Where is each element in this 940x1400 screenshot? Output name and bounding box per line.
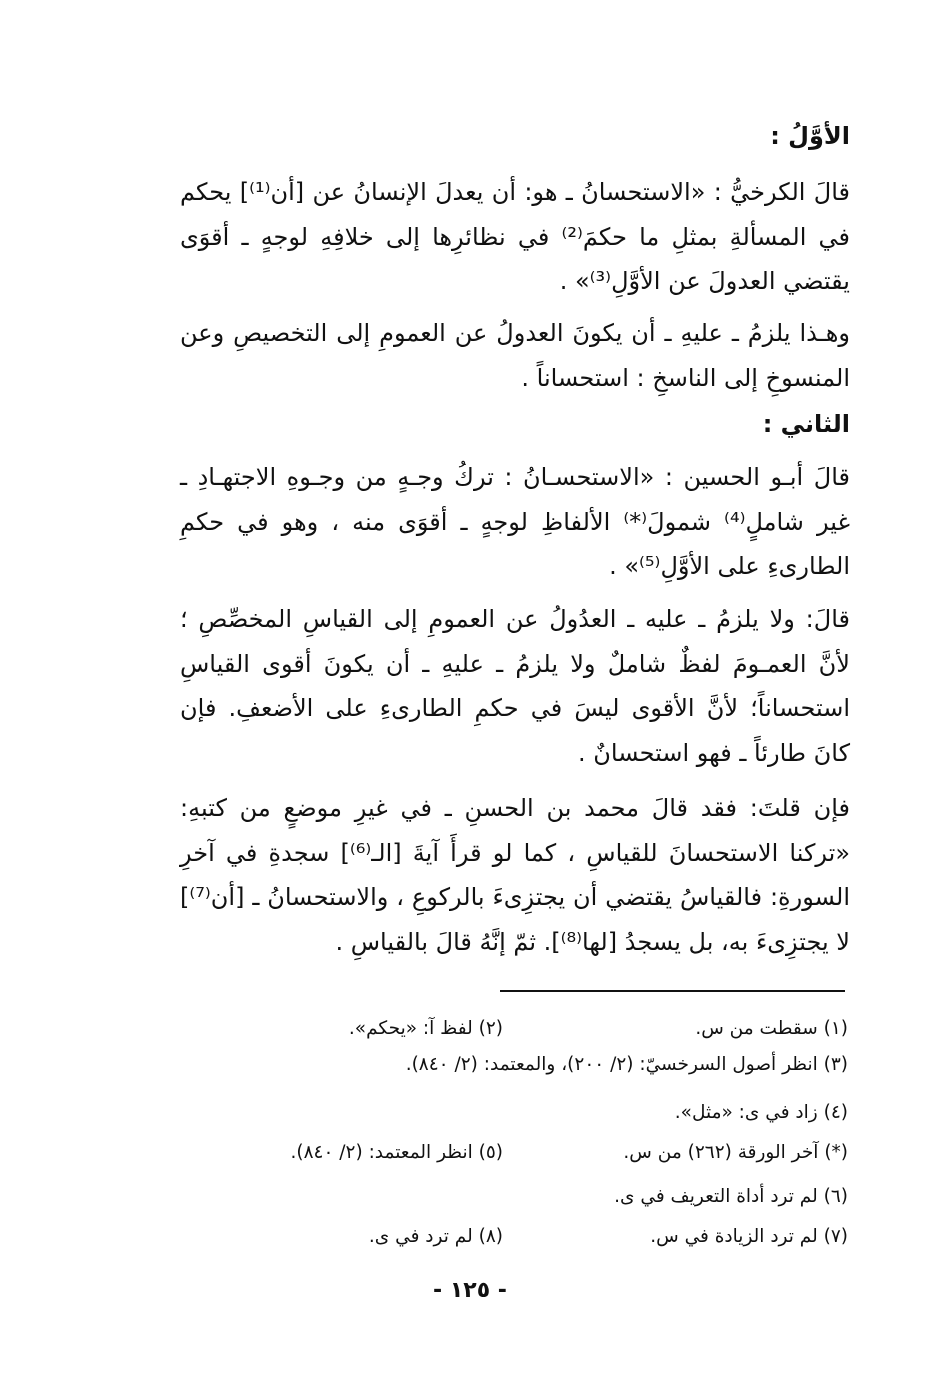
footnote-5: (٥) انظر المعتمد: (٢/ ٨٤٠). [290, 1142, 503, 1163]
footnote-row [180, 1012, 848, 1046]
footnote-row [180, 1048, 848, 1082]
footnote-1: (١) سقطت من س. [695, 1018, 848, 1039]
paragraph-karkhi-definition: قالَ الكرخيُّ : «الاستحسانُ ـ هو: أن يعدلَ الإنسانُ عن [أن⁽¹⁾] يحكم في المسألةِ بمثلِ ما حكمَ⁽²⁾ في نظائرِها إلى خلافِهِ لوجهٍ ـ أقوَى يقتضي العدولَ عن الأوَّلِ⁽³⁾» . [180, 178, 851, 295]
footnote-star: (*) آخر الورقة (٢٦٢) من س. [623, 1142, 848, 1163]
paragraph-objection-first: وهـذا يلزمُ ـ عليهِ ـ أن يكونَ العدولُ عن العمومِ إلى التخصيصِ وعن المنسوخِ إلى الناسخِ : استحساناً . [180, 319, 850, 392]
footnote-2: (٢) لفظ آ: «يحكم». [348, 1018, 503, 1039]
footnote-row [180, 1180, 848, 1214]
section-heading-second: الثاني : [762, 410, 850, 438]
footnote-8: (٨) لم ترد في ى. [368, 1226, 503, 1247]
footnote-6: (٦) لم ترد أداة التعريف في ى. [614, 1186, 848, 1207]
footnote-row [180, 1136, 848, 1170]
footnote-row [180, 1096, 848, 1130]
paragraph-objection-muhammad: فإن قلتَ: فقد قالَ محمد بن الحسنِ ـ في غيرِ موضعٍ من كتبهِ: «تركنا الاستحسانَ للقياسِ ، كما لو قرأَ آيةَ [الـ⁽⁶⁾] سجدةِ في آخرِ السورةِ: فالقياسُ يقتضي أن يجتزِىءَ بالركوعِ ، والاستحسانُ ـ [أن⁽⁷⁾] لا يجتزِىءَ به، بل يسجدُ [لها⁽⁸⁾]. ثمّ إنَّهُ قالَ بالقياسِ . [180, 794, 850, 956]
page-number: - ١٢٥ - [433, 1278, 507, 1303]
footnote-4: (٤) زاد في ى: «مثل». [674, 1102, 848, 1123]
footnote-7: (٧) لم ترد الزيادة في س. [650, 1226, 848, 1247]
section-heading-first: الأوَّلُ : [770, 122, 850, 150]
paragraph-abulhusayn-definition: قالَ أبـو الحسين : «الاستحسـانُ : تركُ وجـهٍ من وجـوهِ الاجتهـادِ ـ غير شاملٍ⁽⁴⁾ شمولَ⁽*⁾ الألفاظِ لوجهٍ ـ أقوَى منه ، وهو في حكمِ الطارىءِ على الأوَّلِ⁽⁵⁾» . [180, 463, 850, 580]
footnote-row [180, 1220, 848, 1254]
footnote-3: (٣) انظر أصول السرخسيّ: (٢/ ٢٠٠)، والمعتمد: (٢/ ٨٤٠). [405, 1054, 848, 1075]
paragraph-abulhusayn-commentary: قالَ: ولا يلزمُ ـ عليه ـ العدُولُ عن العمومِ إلى القياسِ المخصِّصِ ؛ لأنَّ العمـومَ لفظٌ شاملٌ ولا يلزمُ ـ عليهِ ـ أن يكونَ أقوى القياسِ استحساناً؛ لأنَّ الأقوى ليسَ في حكمِ الطارىءِ على الأضعفِ. فإن كانَ طارئاً ـ فهو استحسانٌ . [180, 605, 850, 767]
footnote-divider [500, 990, 845, 992]
